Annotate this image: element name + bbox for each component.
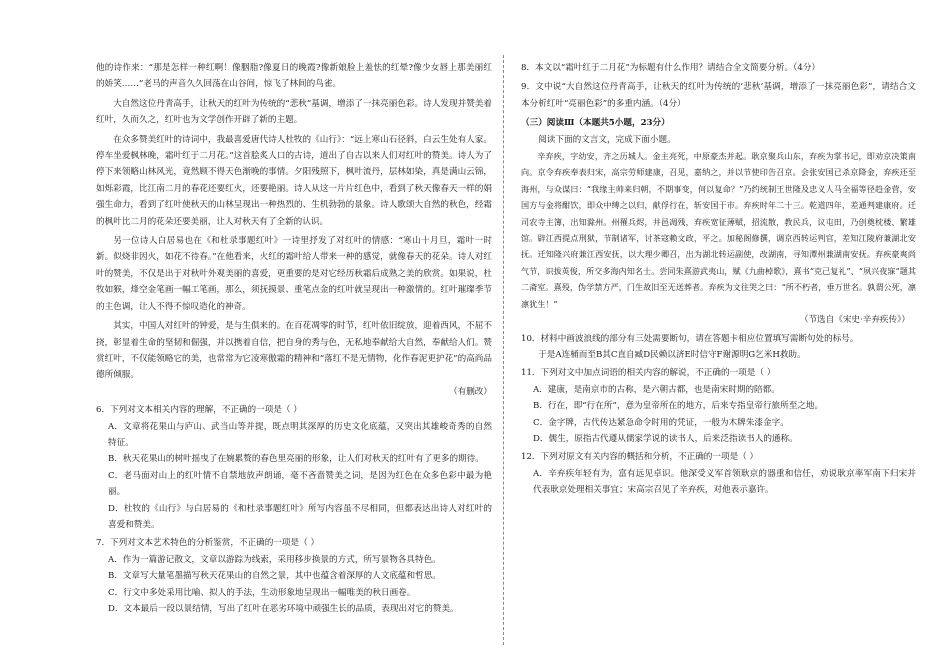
question-7-option-c: C．行文中多处采用比喻、拟人的手法，生动形象地呈现出一幅唯美的秋日画卷。 [108,587,416,598]
passage-source: （节选自《宋史·辛弃疾传》） [799,315,910,326]
question-7-stem: 7．下列对文本艺术特色的分析鉴赏，不正确的一项是（ ） [96,538,320,549]
reading-instruction: 阅读下面的文言文，完成下面小题。 [538,134,676,145]
question-6-option-c: C．老马面对山上的红叶情不自禁地放声朗诵，毫不吝啬赞美之词，是因为红色在众多色彩中最为艳丽。 [108,470,492,498]
passage-paragraph: 他的诗作来：“那是怎样一种红啊！像胭脂?像夏日的晚霞?像新娘脸上羞怯的红晕?像少女唇上那美丽红的娇笑……”老马的声音久久回荡在山谷间，惊飞了林间的鸟雀。 [96,63,492,90]
question-11-option-c: C．金字牌，古代传达紧急命令时用的凭证，一般为木牌朱漆金字。 [533,417,789,428]
question-11-option-d: D．儒生，原指古代遵从儒家学说的读书人，后来泛指读书人的通称。 [533,433,798,444]
question-12-stem: 12．下列对原文有关内容的概括和分析，不正确的一项是（ ） [521,452,759,463]
column-divider [503,55,504,645]
question-10-stem: 10．材料中画波浪线的部分有三处需要断句，请在答题卡相应位置填写需断句处的标号。 [521,333,859,344]
attribution: （有删改） [449,386,492,397]
passage-paragraph: 另一位诗人白居易也在《和杜录事题红叶》一诗里抒发了对红叶的情感：“寒山十月旦，霜叶一时新。似烧非因火，如花不待春。”在他看来，火红的霜叶给人带来一种的感觉，就像春天的花朵。诗人对红叶的赞美，不仅是出于对秋叶外观美丽的喜爱，更重要的是对它经历秋霜后成熟之美的欣赏。如果说，杜牧如猴，烽空金笔画一幅工笔画，那么，须抚摸景、重笔点金的红叶就呈现出一种激情的。红叶璀璨季节的主色调，让人不得不惊叹造化的神奇。 [96,236,492,312]
question-8: 8．本文以“霜叶红于二月花”为标题有什么作用？请结合全文简要分析。（4分） [521,63,821,73]
question-11-option-b: B．行在，即“行在所”，意为皇帝所在的地方，后来专指皇帝行旅所至之地。 [533,401,824,412]
question-7-option-d: D．文本最后一段以景结情，写出了红叶在恶劣环境中顽强生长的品质，表现出对它的赞美。 [108,604,459,614]
question-9: 9．文中说“大自然这位丹青高手，让秋天的红叶为传统的‘悲秋’基调，增添了一抹亮丽色彩”，请结合文本分析红叶“亮丽色彩”的多重内涵。（4分） [521,82,916,109]
section-title: （三）阅读Ⅲ（本题共5小题，23分） [521,118,670,129]
question-12-option-a: A．辛弃疾年轻有为，富有远见卓识。他深受义军首领耿京的器重和信任，劝说耿京率军南下归宋并代表耿京处理相关事宜；宋高宗召见了辛弃疾，对他表示嘉许。 [533,468,916,496]
passage-paragraph: 大自然这位丹青高手，让秋天的红叶为传统的“悲秋”基调，增添了一抹亮丽色彩。诗人发现并赞美着红叶，久而久之，红叶也为文学创作开辟了新的主题。 [96,98,492,126]
passage-paragraph: 在众多赞美红叶的诗词中，我最喜爱唐代诗人杜牧的《山行》：“远上寒山石径斜，白云生处有人家。停车坐爱枫林晚，霜叶红于二月花。”这首脍炙人口的古诗，道出了自古以来人们对红叶的赞美。诗人为了停下来领略山林风光，竟然顾不得天色渐晚的事情。夕阳残照下，枫叶流丹，层林如染，真是满山云锦，如烁彩霞，比江南二月的春花还要红火，还要艳丽。诗人从这一片片红色中，看到了秋天像春天一样的娟强生命力，看到了红叶使秋天的山林呈现出一种热烈的、生机勃勃的景象。诗人歌颂大自然的秋色，经霜的枫叶比二月的花朵还要美丽，让人对秋天有了全新的认识。 [96,134,492,227]
question-7-option-a: A．作为一篇游记散文，文章以游踪为线索，采用移步换景的方式，所写景物各具特色。 [108,554,441,565]
question-6-option-b: B．秋天花果山的树叶摇曳了在婉累赘的春色里亮丽的形象，让人们对秋天的红叶有了更多的期待。 [108,454,484,465]
question-11-option-a: A．建康，是南京市的古称，是六朝古都，也是南宋时期的陪都。 [533,384,780,395]
question-6-option-d: D．杜牧的《山行》与白居易的《和杜录事题红叶》所写内容虽不尽相同，但都表达出诗人对红叶的喜爱和赞美。 [108,503,492,530]
question-6-option-a: A．文章将花果山与庐山、武当山等并提，既点明其深厚的历史文化底蕴，又突出其雄峻奇秀的自然特征。 [108,421,492,448]
classical-passage: 辛弃疾，字幼安，齐之历城人。金主亮死，中原豪杰并起。耿京聚兵山东，弃疾为掌书记，即劝京决策南向。京令弃疾奉表归宋，高宗劳师建康，召见，嘉纳之，并以节使印告召京。会张安国已杀京降金，弃疾还至海州，与众谋曰：“我缘主帅来归朝，不期事变，何以复命？”乃约统制王世隆及忠义人马全福等径趋金营，安国方与金将酣饮，即众中缚之以归，献俘行在，斩安国于市。弃疾时年二十三。乾道四年，差通判建康府。迁司农寺主簿，出知滁州。州罹兵烬，井邑凋残，弃疾宽征薄赋，招流散，教民兵，议屯田，乃创奠枕楼、繁雄馆。辟江西提点刑狱，节制诸军，讨茶寇赖文政，平之。加秘阁修撰，调京西转运判官，差知江陵府兼湖北安抚。迁知隆兴府兼江西安抚，以大理少卿召，出为湖北转运副使，改湖南，寻知潭州兼湖南安抚。弃疾豪爽尚气节，识拔英俊，所交多海内知名士。尝同朱熹游武夷山，赋《九曲棹歌》，熹书“克己复礼”、“夙兴夜寐”题其二斋室。熹殁，伪学禁方严，门生故旧至无送葬者。弃疾为文往哭之曰：“所不朽者，垂万世名。孰谓公死，凛凛犹生！” [521,151,916,309]
left-column [96,60,492,617]
right-column [521,60,916,499]
question-11-stem: 11．下列对文中加点词语的相关内容的解说，不正确的一项是（ ） [521,368,776,379]
passage-paragraph: 其实，中国人对红叶的钟爱，是与生俱来的。在百花凋零的时节，红叶依旧绽放，迎着西风，不屈不挠，彰显着生命的坚韧和倔强，并以携着自信，把自身的秀与色，无私地奉献给大自然，奉献给人们。赞赏红叶，不仅能领略它的美，也常常为它凌寒傲霜的精神和“落红不是无情物，化作春泥更护花”的高尚品德所倾服。 [96,321,492,381]
question-6-stem: 6．下列对文本相关内容的理解，不正确的一项是（ ） [96,405,302,416]
question-7-option-b: B．文章写大量笔墨描写秋天花果山的自然之景，其中也蕴含着深厚的人文底蕴和哲思。 [108,571,441,582]
question-10-sentence: 于是A连桶而至B其C直自臧D民赖以济E时信守F谢源明G乞米H救助。 [538,349,806,360]
